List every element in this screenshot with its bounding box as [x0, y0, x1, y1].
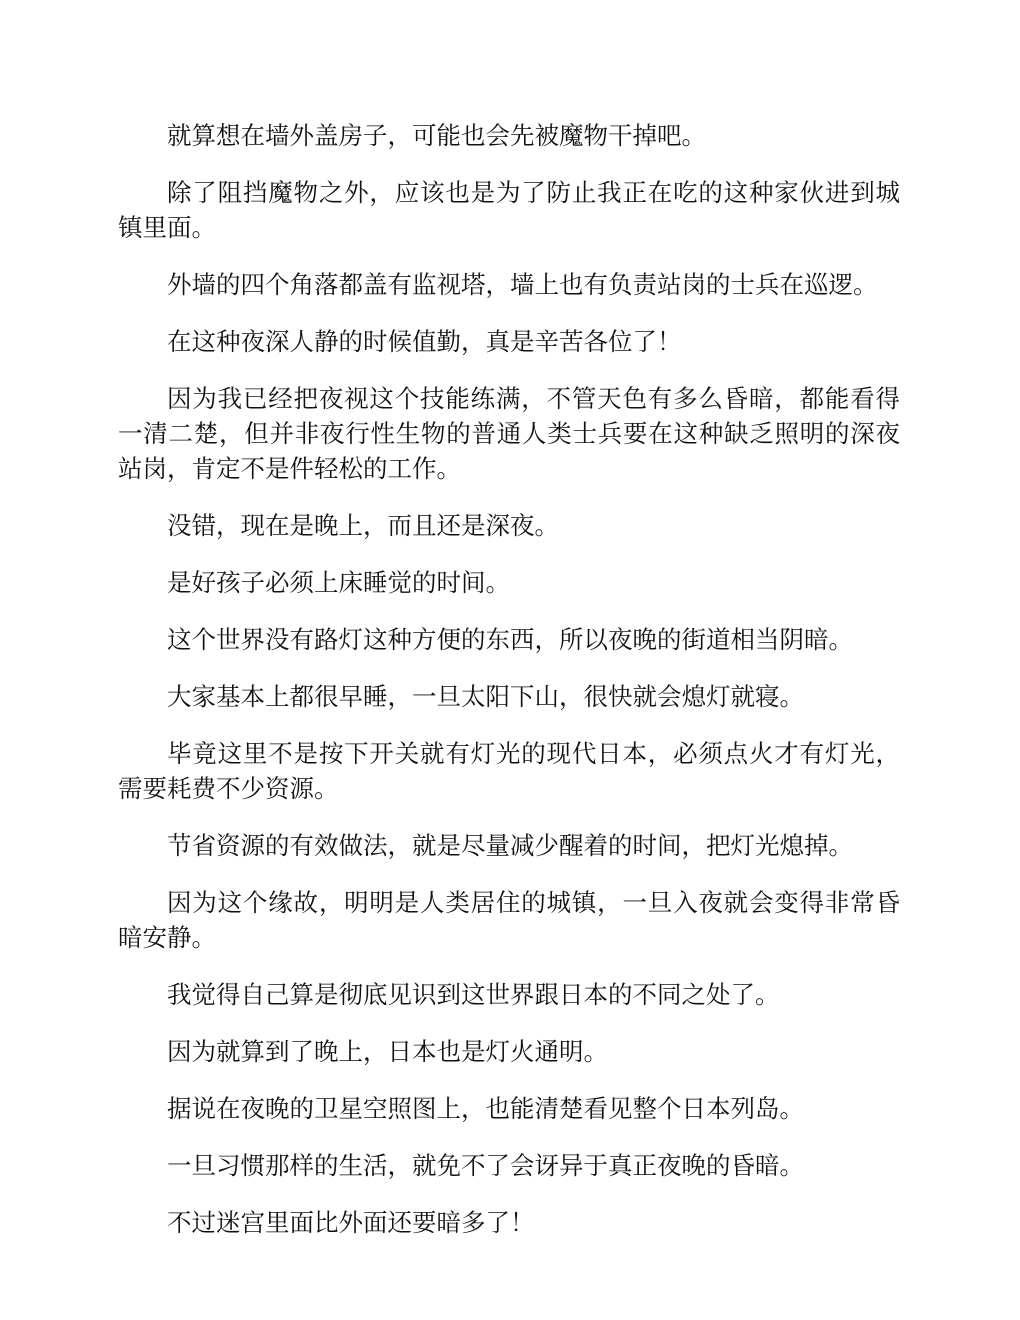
paragraph: 除了阻挡魔物之外，应该也是为了防止我正在吃的这种家伙进到城镇里面。 — [118, 178, 900, 242]
paragraph: 在这种夜深人静的时候值勤，真是辛苦各位了！ — [167, 327, 682, 356]
paragraph: 没错，现在是晚上，而且还是深夜。 — [167, 511, 559, 540]
paragraph: 大家基本上都很早睡，一旦太阳下山，很快就会熄灯就寝。 — [167, 682, 804, 711]
paragraph: 外墙的四个角落都盖有监视塔，墙上也有负责站岗的士兵在巡逻。 — [167, 270, 878, 299]
paragraph: 一旦习惯那样的生活，就免不了会讶异于真正夜晚的昏暗。 — [167, 1151, 804, 1180]
paragraph: 据说在夜晚的卫星空照图上，也能清楚看见整个日本列岛。 — [167, 1094, 804, 1123]
paragraph: 这个世界没有路灯这种方便的东西，所以夜晚的街道相当阴暗。 — [167, 625, 853, 654]
paragraph: 是好孩子必须上床睡觉的时间。 — [167, 568, 510, 597]
paragraph: 我觉得自己算是彻底见识到这世界跟日本的不同之处了。 — [167, 980, 780, 1009]
paragraph: 因为就算到了晚上，日本也是灯火通明。 — [167, 1037, 608, 1066]
paragraph: 就算想在墙外盖房子，可能也会先被魔物干掉吧。 — [167, 121, 706, 150]
paragraph: 毕竟这里不是按下开关就有灯光的现代日本，必须点火才有灯光，需要耗费不少资源。 — [118, 739, 900, 803]
paragraph: 因为我已经把夜视这个技能练满，不管天色有多么昏暗，都能看得一清二楚，但并非夜行性生物的普通人类士兵要在这种缺乏照明的深夜站岗，肯定不是件轻松的工作。 — [118, 384, 900, 483]
paragraph: 不过迷宫里面比外面还要暗多了！ — [167, 1208, 535, 1237]
paragraph: 节省资源的有效做法，就是尽量减少醒着的时间，把灯光熄掉。 — [167, 831, 853, 860]
body-text — [118, 118, 900, 1262]
paragraph: 因为这个缘故，明明是人类居住的城镇，一旦入夜就会变得非常昏暗安静。 — [118, 888, 900, 952]
